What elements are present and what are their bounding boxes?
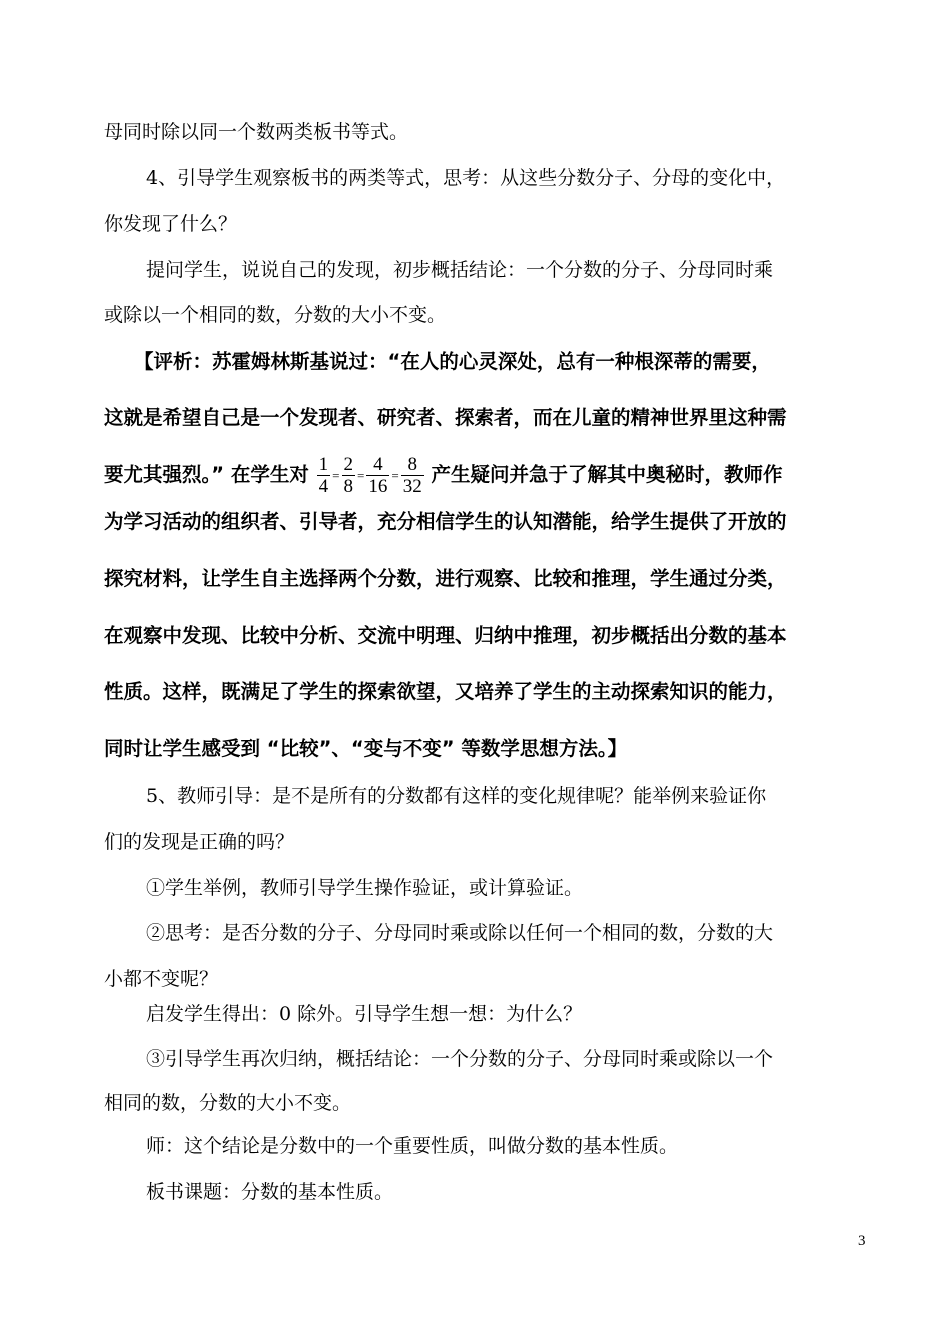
comment-line: 【评析：苏霍姆林斯基说过：“在人的心灵深处，总有一种根深蒂的需要， xyxy=(134,350,771,373)
comment-line: 探究材料，让学生自主选择两个分数，进行观察、比较和推理，学生通过分类， xyxy=(104,567,787,590)
fraction-denominator: 32 xyxy=(402,476,422,497)
paragraph-line: 或除以一个相同的数，分数的大小不变。 xyxy=(104,304,447,326)
fraction-denominator: 8 xyxy=(343,476,353,497)
comment-line: 性质。这样，既满足了学生的探索欲望，又培养了学生的主动探索知识的能力， xyxy=(104,680,787,703)
equals-sign: = xyxy=(332,467,340,483)
fraction-denominator: 4 xyxy=(318,476,329,497)
equals-sign: = xyxy=(357,467,365,483)
comment-line: 同时让学生感受到 “比较”、“变与不变” 等数学思想方法。】 xyxy=(104,737,628,760)
paragraph-line: ②思考：是否分数的分子、分母同时乘或除以任何一个相同的数，分数的大 xyxy=(146,922,774,944)
paragraph-line: 们的发现是正确的吗？ xyxy=(104,831,295,853)
fraction xyxy=(401,454,424,497)
paragraph-line: 提问学生，说说自己的发现，初步概括结论：一个分数的分子、分母同时乘 xyxy=(146,259,774,281)
paragraph-line: 小都不变呢？ xyxy=(104,968,219,990)
fraction xyxy=(342,454,356,497)
equals-sign: = xyxy=(391,467,399,483)
fraction-numerator: 4 xyxy=(366,454,389,476)
paragraph-line: ③引导学生再次归纳，概括结论：一个分数的分子、分母同时乘或除以一个 xyxy=(146,1048,774,1070)
fraction-numerator: 2 xyxy=(343,454,353,475)
comment-line: 在观察中发现、比较中分析、交流中明理、归纳中推理，初步概括出分数的基本 xyxy=(104,624,787,647)
comment-text: 产生疑问并急于了解其中奥秘时，教师作 xyxy=(431,463,783,486)
paragraph-line: 相同的数，分数的大小不变。 xyxy=(104,1092,352,1114)
comment-text: 要尤其强烈。” 在学生对 xyxy=(104,463,309,486)
fraction xyxy=(317,454,331,497)
paragraph-line: 板书课题：分数的基本性质。 xyxy=(146,1181,394,1203)
paragraph-line: 5、教师引导：是不是所有的分数都有这样的变化规律呢？能举例来验证你 xyxy=(146,785,767,807)
paragraph-line: 师：这个结论是分数中的一个重要性质，叫做分数的基本性质。 xyxy=(146,1135,679,1157)
paragraph-line: 4、引导学生观察板书的两类等式，思考：从这些分数分子、分母的变化中， xyxy=(146,167,786,189)
fraction-numerator: 8 xyxy=(401,454,424,476)
paragraph-line: ①学生举例，教师引导学生操作验证，或计算验证。 xyxy=(146,877,584,899)
paragraph-line: 母同时除以同一个数两类板书等式。 xyxy=(104,121,409,143)
comment-line: 为学习活动的组织者、引导者，充分相信学生的认知潜能，给学生提供了开放的 xyxy=(104,510,787,533)
fraction xyxy=(366,454,389,497)
paragraph-line: 启发学生得出：0 除外。引导学生想一想：为什么？ xyxy=(146,1003,583,1025)
comment-line-with-fractions xyxy=(104,451,783,500)
page-number: 3 xyxy=(858,1233,866,1249)
fraction-numerator: 1 xyxy=(318,454,329,475)
paragraph-line: 你发现了什么？ xyxy=(104,213,238,235)
comment-line: 这就是希望自己是一个发现者、研究者、探索者，而在儿童的精神世界里这种需 xyxy=(104,406,787,429)
fraction-denominator: 16 xyxy=(368,476,388,497)
